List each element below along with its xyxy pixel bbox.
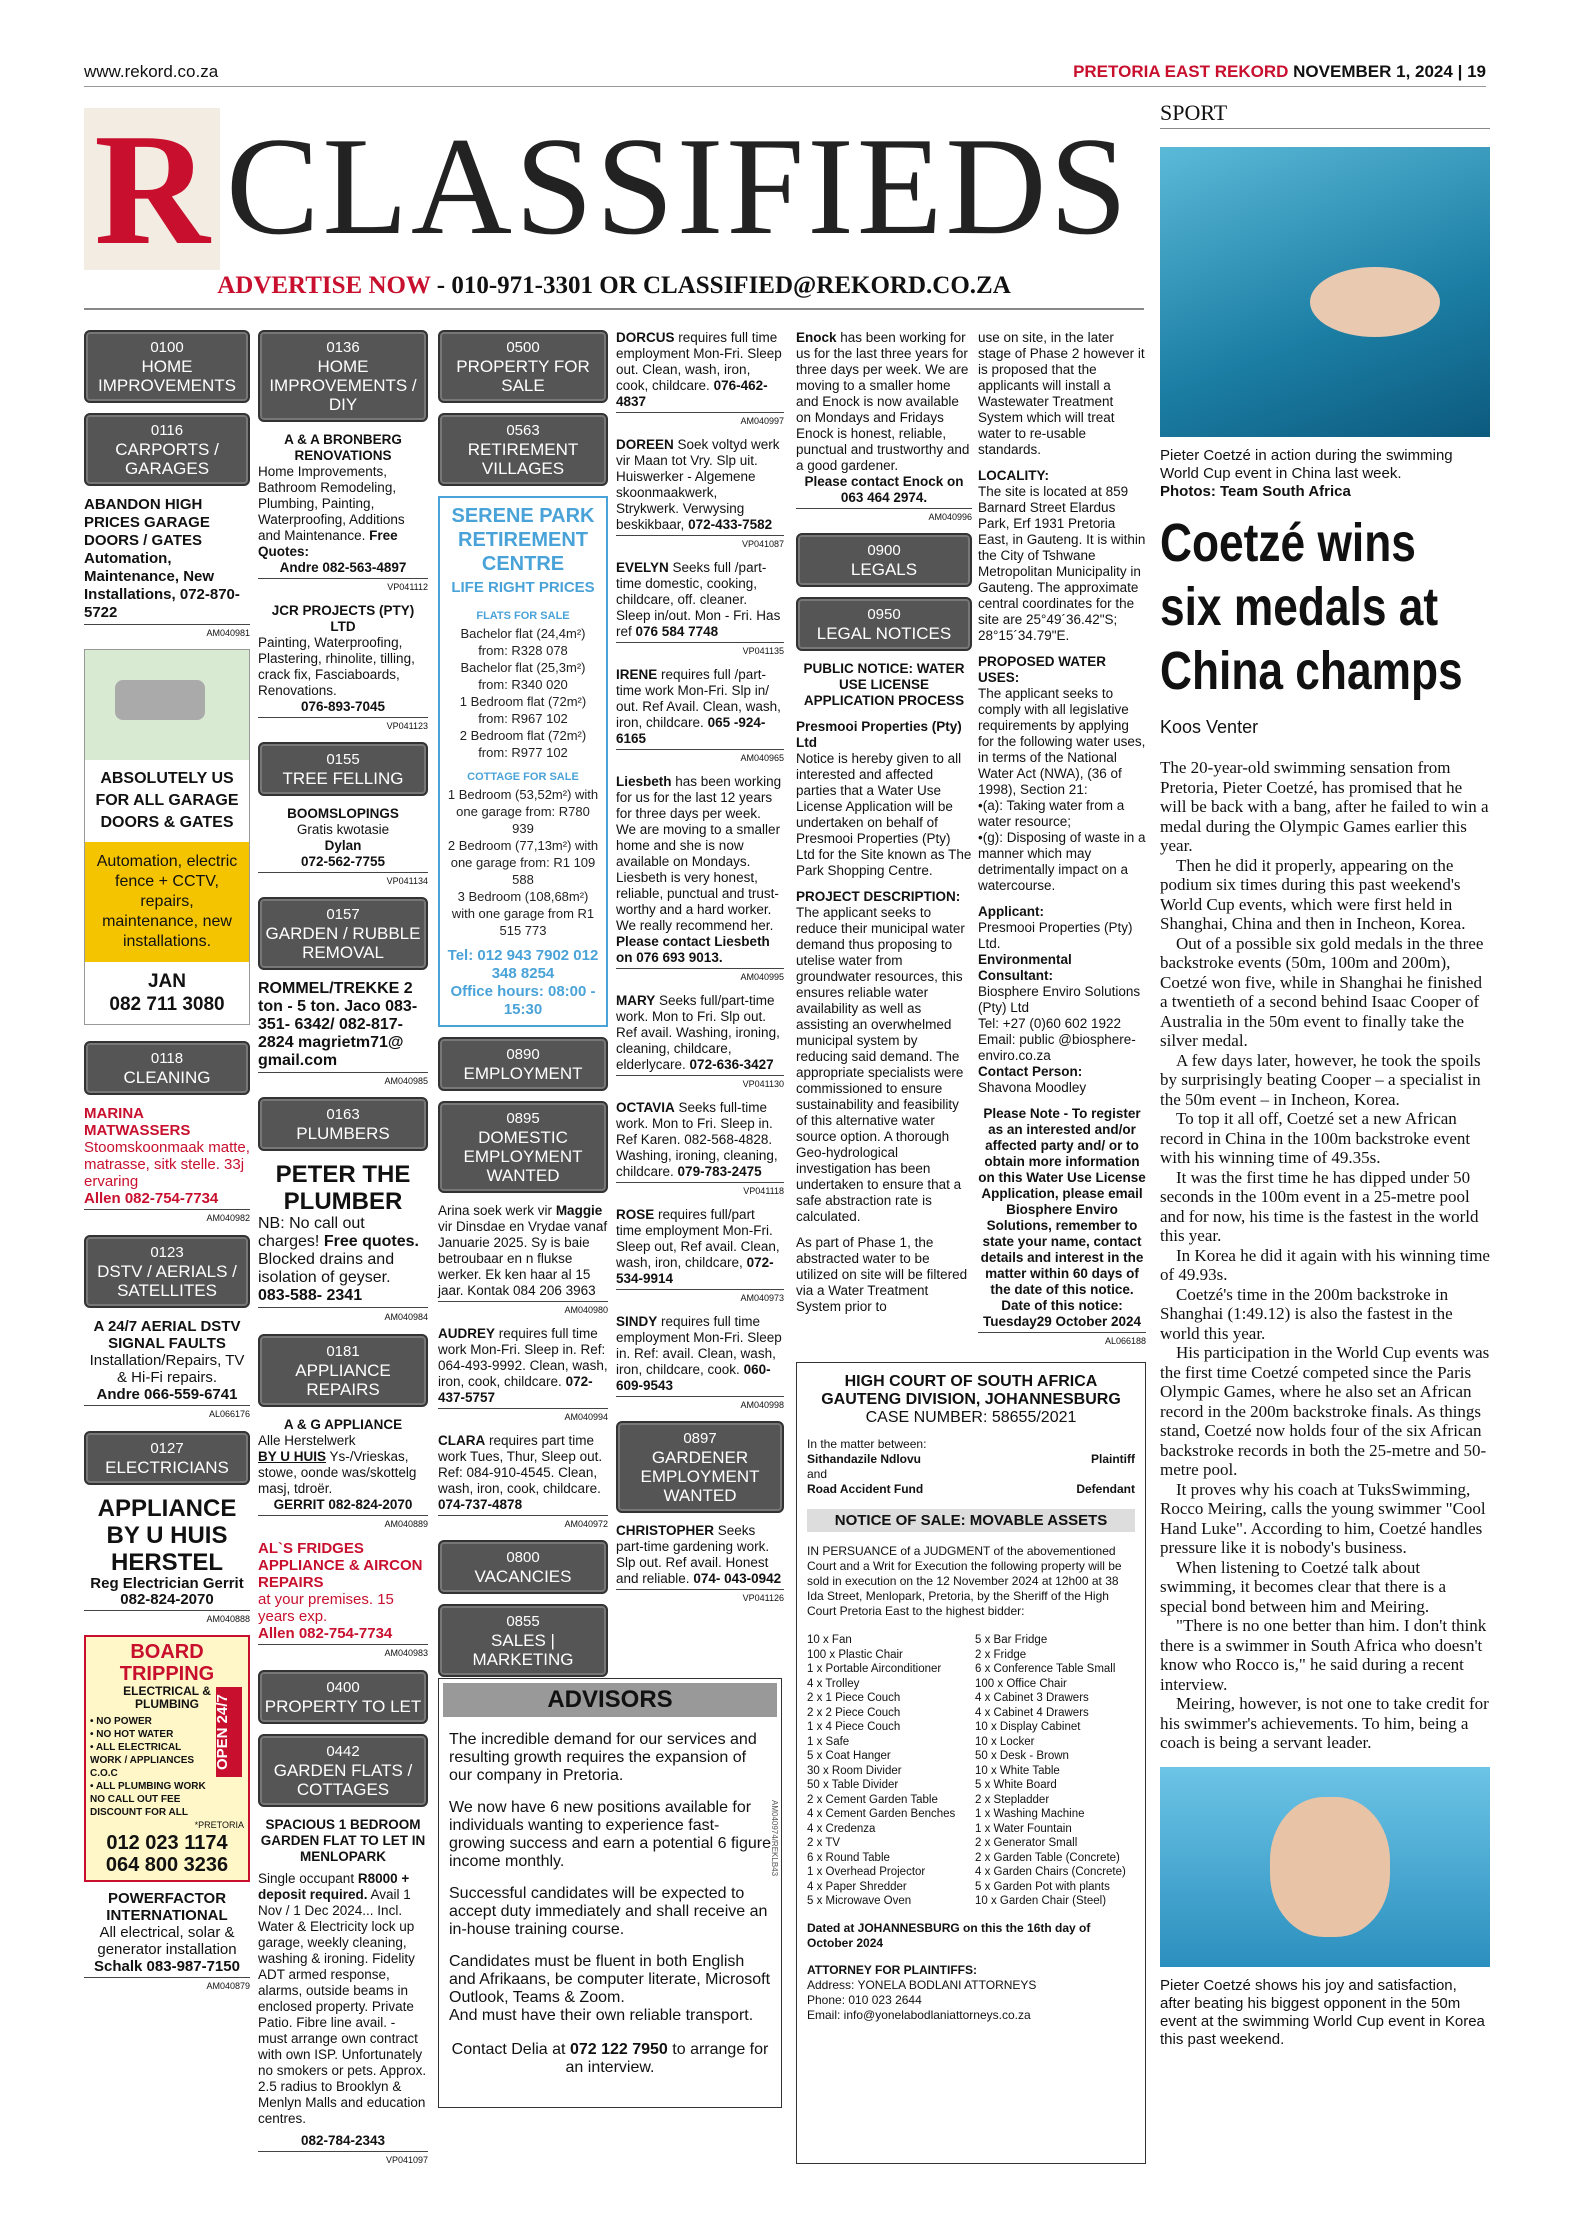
board-item: • NO HOT WATER <box>90 1729 174 1740</box>
sale-item: 10 x Garden Chair (Steel) <box>975 1895 1107 1907</box>
classified-ad: ROMMEL/TREKKE 2 ton - 5 ton. Jaco 083-351- 6342/ 082-817-2824 magrietm71@ gmail.com AM040985 <box>258 980 428 1089</box>
sale-item: 1 x 4 Piece Couch <box>807 1721 901 1733</box>
sale-item: 10 x Fan <box>807 1634 852 1646</box>
court-notice: HIGH COURT OF SOUTH AFRICA GAUTENG DIVISION, JOHANNESBURG CASE NUMBER: 58655/2021 In the matter between: Sithandazile Ndlovu Plaintiff and Road Accident Fund Defendant NOTICE OF SALE: MOVABLE ASSETS IN PERSUANCE of a JUDGMENT of the abovementioned Court and a Writ for Execution the following property will be sold in execution on the 12 November 2024 at 12h00 at 38 Ida Street, Menlopark, Pretoria, by the Sheriff of the High Court Pretoria East to the highest bidder: 10 x Fan 5 x Bar Fridge 100 x Plastic Chair 2 x Fridge 1 x Portable Airconditioner 6 x Conference Table Small 4 x Trolley 100 x Office Chair 2 x 1 Piece Couch 4 x Cabinet 3 Drawers 2 x 2 Piece Couch 4 x Cabinet 4 Drawers 1 x 4 Piece Couch 10 x Display Cabinet 1 x Safe 10 x Locker 5 x Coat Hanger 50 x Desk - Brown 30 x Room Divider 10 x White Table 50 x Table Divider 5 x White Board 2 x Cement Garden Table 2 x Stepladder 4 x Cement Garden Benches 1 x Washing Machine 4 x Credenza 1 x Water Fountain 2 x TV 2 x Generator Small 6 x Round Table 2 x Garden Table (Concrete) 1 x Overhead Projector 4 x Garden Chairs (Concrete) 4 x Paper Shredder 5 x Garden Pot with plants 5 x Microwave Oven 10 x Garden Chair (Steel) Dated at JOHANNESBURG on this the 16th day of October 2024 ATTORNEY FOR PLAINTIFFS: Address: YONELA BODLANI ATTORNEYS Phone: 010 023 2644 Email: info@yonelabodlaniattorneys.co.za <box>796 1362 1146 2164</box>
ad-phone: 076 584 7748 <box>635 624 719 639</box>
advisors-ref: AM040974/REKLB43 <box>770 1800 779 1877</box>
advertise-contact: - 010-971-3301 OR CLASSIFIED@REKORD.CO.ZA <box>430 272 1011 299</box>
category-0127: 0127 ELECTRICIANS <box>84 1431 250 1485</box>
ad-ref: VP041130 <box>616 1075 784 1092</box>
classified-ad: A & G APPLIANCE Alle Herstelwerk BY U HUIS Ys-/Vrieskas, stowe, oonde was/skottelg masj, tdroër. GERRIT 082-824-2070 AM040889 <box>258 1417 428 1532</box>
sale-item: 10 x White Table <box>975 1764 1060 1777</box>
serene-park-ad: SERENE PARK RETIREMENT CENTRE LIFE RIGHT PRICES FLATS FOR SALE Bachelor flat (24,4m²) from: R328 078 Bachelor flat (25,3m²) from: R340 020 1 Bedroom flat (72m²) from: R967 102 2 Bedroom flat (72m²) from: R977 102 COTTAGE FOR SALE 1 Bedroom (53,52m²) with one garage from: R780 939 2 Bedroom (77,13m²) with one garage from: R1 109 588 3 Bedroom (108,68m²) with one garage from R1 515 773 Tel: 012 943 7902 012 348 8254 Office hours: 08:00 - 15:30 <box>438 496 608 1027</box>
sale-item: 1 x Washing Machine <box>975 1808 1085 1820</box>
sale-item: 4 x Cabinet 3 Drawers <box>975 1692 1089 1704</box>
classified-column-1 <box>84 330 250 2003</box>
ad-name: OCTAVIA <box>616 1100 675 1115</box>
classifieds-masthead <box>84 100 1144 278</box>
sale-item: 5 x Bar Fridge <box>975 1634 1048 1646</box>
ad-name: DOREEN <box>616 437 674 452</box>
ad-ref: AM040973 <box>616 1289 784 1306</box>
article-paragraph: It proves why his coach at TuksSwimming, Rocco Meiring, calls the young swimmer "Cool Hand Luke". According to him, Coetzé handles pressure like it is nobody's business. <box>1160 1479 1486 1557</box>
sale-item: 6 x Conference Table Small <box>975 1663 1116 1675</box>
website-url: www.rekord.co.za <box>84 62 219 81</box>
flat-price: 1 Bedroom flat (72m²) from: R967 102 <box>459 694 587 726</box>
category-0800: 0800 VACANCIES <box>438 1540 608 1594</box>
water-use-notice-cont: use on site, in the later stage of Phase 2 however it is proposed that the applicants will install a Wastewater Treatment System which will treat water to re-usable standards. LOCALITY: The site is located at 859 Barnard Street Elardus Park, Erf 1931 Pretoria East, in Gauteng. It is within the City of Tshwane Metropolitan Municipality in Gauteng. The approximate central coordinates for the site are 25°49´36.42"S; 28°15´34.79"E. PROPOSED WATER USES: The applicant seeks to comply with all legislative requirements by applying for the following water uses, in terms of the National Water Act (NWA), (36 of 1998), Section 21: •(a): Taking water from a water resource; •(g): Disposing of waste in a manner which may detrimentally impact on a watercourse. Applicant: Presmooi Properties (Pty) Ltd. Environmental Consultant: Biosphere Enviro Solutions (Pty) Ltd Tel: +27 (0)60 602 1922 Email: public @biosphere-enviro.co.za Contact Person: Shavona Moodley Please Note - To register as an interested and/or affected party and/ or to obtain more information on this Water Use License Application, please email Biosphere Enviro Solutions, remember to state your name, contact details and interest in the matter within 60 days of the date of this notice. Date of this notice: Tuesday29 October 2024 AL066188 <box>978 330 1146 1349</box>
ad-body: Seeks full /part-time domestic, cooking, childcare, off. cleaner. Sleep in/out. Mon - Fri. Has ref <box>616 560 781 639</box>
article-byline: Koos Venter <box>1160 717 1259 737</box>
ad-body: requires full/part time employment Mon-Fri. Sleep out, Ref avail. Clean, wash, iron, childcare, <box>616 1207 780 1270</box>
article-paragraph: When listening to Coetzé talk about swimming, it becomes clear that there is a special bond between him and Meiring. <box>1160 1557 1447 1616</box>
header-separator: | <box>1457 62 1463 81</box>
classified-ad: AUDREY requires full time work Mon-Fri. Sleep in. Ref: 064-493-9992. Clean, wash, iron, cook, childcare. 072-437-5757 AM040994 <box>438 1326 608 1425</box>
classified-ad: APPLIANCE BY U HUIS HERSTEL Reg Electrician Gerrit 082-824-2070 AM040888 <box>84 1495 250 1627</box>
masthead-letter: R <box>84 108 220 270</box>
category-0890: 0890 EMPLOYMENT <box>438 1037 608 1091</box>
category-0442: 0442 GARDEN FLATS / COTTAGES <box>258 1734 428 1807</box>
article-paragraph: Out of a possible six gold medals in the three backstroke events (50m, 100m and 200m), Coetzé won five, while in Shanghai he finished a twentieth of a second behind Isaac Cooper of Australia in the 50m event to finally take the silver medal. <box>1160 933 1484 1050</box>
classified-ad: A & A BRONBERG RENOVATIONS Home Improvements, Bathroom Remodeling, Plumbing, Painting, Waterproofing, Additions and Maintenance. Free Quotes: Andre 082-563-4897 VP041112 <box>258 432 428 595</box>
classified-ad: CLARA requires part time work Tues, Thur, Sleep out. Ref: 084-910-4545. Clean, wash, iron, cook, childcare. 074-737-4878 AM040972 <box>438 1433 608 1532</box>
publication-name: PRETORIA EAST REKORD <box>1073 62 1289 81</box>
category-0181: 0181 APPLIANCE REPAIRS <box>258 1334 428 1407</box>
classified-ad: MARINA MATWASSERS Stoomskoonmaak matte, matrasse, sitk stelle. 33j ervaring Allen 082-754-7734 AM040982 <box>84 1105 250 1227</box>
category-0163: 0163 PLUMBERS <box>258 1097 428 1151</box>
sale-item: 4 x Cabinet 4 Drawers <box>975 1706 1089 1719</box>
ad-body: has been working for us for the last 12 years for three days per week. We are moving to a smaller home and she is now available on Mondays. Liesbeth is very honest, reliable, punctual and trust-worthy and a hard worker. We really recommend her. <box>616 774 782 933</box>
article-paragraph: It was the first time he has dipped under 50 seconds in the 100m event in a 25-metre pool and for now, his time is the fastest in the world this year. <box>1160 1167 1479 1245</box>
sport-label: SPORT <box>1160 100 1490 129</box>
sale-item: 2 x Fridge <box>975 1648 1027 1661</box>
ad-name: DORCUS <box>616 330 675 345</box>
sale-item: 5 x Coat Hanger <box>807 1750 891 1762</box>
cottage-price: 2 Bedroom (77,13m²) with one garage from: R1 109 588 <box>447 838 599 887</box>
notice-of-sale-title: NOTICE OF SALE: MOVABLE ASSETS <box>807 1509 1135 1532</box>
ad-ref: AM040965 <box>616 749 784 766</box>
sale-item: 2 x 1 Piece Couch <box>807 1692 901 1704</box>
ad-name: ROSE <box>616 1207 655 1222</box>
ad-name: EVELYN <box>616 560 669 575</box>
ad-body: Seeks full/part-time work. Mon to Fri. Slp out. Ref avail. Washing, ironing, cleaning, childcare, elderlycare. <box>616 993 780 1072</box>
ad-ref: AM040998 <box>616 1396 784 1413</box>
ad-body: requires full time employment Mon-Fri. Sleep in. Ref: avail. Clean, wash, iron, childcare, cook. <box>616 1314 782 1377</box>
sale-item: 4 x Paper Shredder <box>807 1880 907 1893</box>
classified-ad <box>616 437 784 552</box>
category-0100: 0100 HOME IMPROVEMENTS <box>84 330 250 403</box>
ad-phone: 079-783-2475 <box>677 1164 762 1179</box>
classified-ad: Enock has been working for us for the last three years for three days per week. We are moving to a smaller home and Enock is now available on Mondays and Fridays Enock is honest, reliable, punctual and trustworthy and a good gardener. Please contact Enock on 063 464 2974. AM040996 <box>796 330 972 525</box>
sale-item: 5 x Garden Pot with plants <box>975 1880 1110 1893</box>
sale-item: 2 x Stepladder <box>975 1793 1050 1806</box>
open-24-7-badge: OPEN 24/7 <box>216 1687 242 1777</box>
flat-price: Bachelor flat (25,3m²) from: R340 020 <box>460 660 586 692</box>
classified-ad <box>616 1100 784 1199</box>
ad-phone: 060-609-9543 <box>616 1362 771 1393</box>
article-paragraph: "There is no one better than him. I don't think there is a swimmer in South Africa who doesn't know who Rocco is," he said during a recent interview. <box>1160 1616 1487 1694</box>
sale-item: 10 x Locker <box>975 1735 1035 1748</box>
article-paragraph: His participation in the World Cup events was the first time Coetzé competed since the Paris Olympic Games, where he also set an African record in the 200m backstroke finals. As things stand, Coetzé now holds four of the six African backstroke records in both the 25-metre and 50-metre pool. <box>1160 1343 1490 1479</box>
ad-body: requires full /part-time work Mon-Fri. Slp in/ out. Ref Avail. Clean, wash, iron, childcare. <box>616 667 781 730</box>
board-tripping-ad: BOARD TRIPPING ELECTRICAL & PLUMBING • NO POWER • NO HOT WATER • ALL ELECTRICAL WORK / APPLIANCES C.O.C • ALL PLUMBING WORK NO CALL OUT FEE DISCOUNT FOR ALL OPEN 24/7 *PRETORIA 012 023 1174 064 800 3236 <box>84 1635 250 1882</box>
swimmer-photo <box>1160 147 1490 437</box>
page-number: 19 <box>1467 62 1486 81</box>
sale-item: 2 x Cement Garden Table <box>807 1793 938 1806</box>
category-0157: 0157 GARDEN / RUBBLE REMOVAL <box>258 897 428 970</box>
ad-name: MARY <box>616 993 656 1008</box>
classified-column-2 <box>258 330 428 2176</box>
category-0123: 0123 DSTV / AERIALS / SATELLITES <box>84 1235 250 1308</box>
article-paragraph: The 20-year-old swimming sensation from Pretoria, Pieter Coetzé, has promised that he will be back with a bang, after he failed to win a medal during the Olympic Games earlier this year. <box>1160 758 1489 855</box>
sale-item: 1 x Portable Airconditioner <box>807 1663 942 1675</box>
cottage-price: 1 Bedroom (53,52m²) with one garage from: R780 939 <box>447 787 599 836</box>
sale-item: 2 x Generator Small <box>975 1837 1078 1849</box>
sale-item: 50 x Desk - Brown <box>975 1750 1069 1762</box>
cctv-camera-image <box>85 650 249 760</box>
ad-ref: AM040997 <box>616 412 784 429</box>
cottage-price: 3 Bedroom (108,68m²) with one garage from R1 515 773 <box>451 889 595 938</box>
category-0155: 0155 TREE FELLING <box>258 742 428 796</box>
classified-ad: SPACIOUS 1 BEDROOM GARDEN FLAT TO LET IN MENLOPARK Single occupant R8000 + deposit required. Avail 1 Nov / 1 Dec 2024... Incl. Water & Electricity lock up garage, weekly cleaning, washing & ironing. Fidelity ADT armed response, alarms, outside beams in enclosed property. Private Patio. Fibre line avail. - must arrange own contract with own ISP. Unfortunately no smokers or pets. Approx. 2.5 radius to Brooklyn & Menlyn Malls and education centres. 082-784-2343 VP041097 <box>258 1817 428 2168</box>
classified-ad <box>616 774 784 985</box>
ad-ref: VP041118 <box>616 1182 784 1199</box>
ad-name: IRENE <box>616 667 658 682</box>
ad-phone: 072-433-7582 <box>688 517 773 532</box>
classified-ad <box>616 330 784 429</box>
ad-body: Soek voltyd werk vir Maan tot Vry. Slp uit. Huiswerker - Algemene skoonmaakwerk, Strykwerk. Verwysing beskikbaar, <box>616 437 780 532</box>
classified-ad: A 24/7 AERIAL DSTV SIGNAL FAULTS Installation/Repairs, TV & Hi-Fi repairs. Andre 066-559-6741 AL066176 <box>84 1318 250 1423</box>
sale-item: 2 x TV <box>807 1837 841 1849</box>
issue-date: NOVEMBER 1, 2024 <box>1293 62 1453 81</box>
ad-phone: 072-534-9914 <box>616 1255 774 1286</box>
classified-ad <box>616 1207 784 1306</box>
header-rule <box>84 86 1486 87</box>
category-0136: 0136 HOME IMPROVEMENTS / DIY <box>258 330 428 422</box>
classified-ad: Arina soek werk vir Maggie vir Dinsdae en Vrydae vanaf Januarie 2025. Sy is baie betroubaar en n flukse werker. Ek ken haar al 15 jaar. Kontak 084 206 3963 AM040980 <box>438 1203 608 1318</box>
classified-ad: PETER THE PLUMBER NB: No call out charges! Free quotes. Blocked drains and isolation of geyser. 083-588- 2341 AM040984 <box>258 1161 428 1326</box>
ad-body: Seeks full-time work. Mon to Fri. Sleep in. Ref Karen. 082-568-4828. Washing, ironing, cleaning, childcare. <box>616 1100 778 1179</box>
category-0118: 0118 CLEANING <box>84 1041 250 1095</box>
sale-item: 10 x Display Cabinet <box>975 1721 1081 1733</box>
sale-item: 4 x Credenza <box>807 1822 876 1835</box>
category-0855: 0855 SALES | MARKETING <box>438 1604 608 1677</box>
board-item: • ALL ELECTRICAL WORK / APPLIANCES <box>90 1742 195 1766</box>
swimmer-celebration-photo <box>1160 1767 1490 1967</box>
water-use-notice: PUBLIC NOTICE: WATER USE LICENSE APPLICATION PROCESS Presmooi Properties (Pty) Ltd Notice is hereby given to all interested and affected parties that a Water Use License Application will be undertaken on behalf of Presmooi Properties (Pty) Ltd for the Site known as The Park Shopping Centre. PROJECT DESCRIPTION: The applicant seeks to reduce their municipal water demand thus proposing to utelise water from groundwater resources, this ensures reliable water availability as well as assisting an overwhelmed municipal system by reducing said demand. The appropriate specialists were commissioned to ensure sustainability and feasibility of this alternative water source option. A thorough Geo-hydrological investigation has been undertaken to ensure that a safe abstraction rate is calculated. As part of Phase 1, the abstracted water to be utilized on site will be filtered via a Water Treatment System prior to <box>796 661 972 1314</box>
sale-item: 100 x Plastic Chair <box>807 1648 903 1661</box>
board-item: • ALL PLUMBING WORK <box>90 1781 206 1792</box>
ad-phone: 072-636-3427 <box>689 1057 774 1072</box>
category-0116: 0116 CARPORTS / GARAGES <box>84 413 250 486</box>
sport-article <box>1160 100 1490 2049</box>
ad-ref: VP041135 <box>616 642 784 659</box>
classified-column-5 <box>796 330 972 1323</box>
classified-ad: AL`S FRIDGES APPLIANCE & AIRCON REPAIRS at your premises. 15 years exp. Allen 082-754-7734 AM040983 <box>258 1540 428 1662</box>
advertise-rule <box>84 308 1144 310</box>
classified-ad <box>616 667 784 766</box>
sale-item: 4 x Cement Garden Benches <box>807 1808 956 1820</box>
article-paragraph: In Korea he did it again with his winning time of 49.93s. <box>1160 1245 1490 1284</box>
category-0897: 0897 GARDENER EMPLOYMENT WANTED <box>616 1421 784 1513</box>
sale-item: 5 x Microwave Oven <box>807 1895 912 1907</box>
photo-caption: Pieter Coetzé in action during the swimming World Cup event in China last week. Photos: Team South Africa <box>1160 447 1453 500</box>
sale-item: 1 x Safe <box>807 1735 850 1748</box>
article-paragraph: Meiring, however, is not one to take credit for his swimmer's achievements. To him, being a coach is being a servant leader. <box>1160 1694 1489 1752</box>
ad-phone: 065 -924-6165 <box>616 715 766 746</box>
sale-item: 1 x Overhead Projector <box>807 1866 926 1878</box>
classified-ad: BOOMSLOPINGS Gratis kwotasie Dylan 072-562-7755 VP041134 <box>258 806 428 889</box>
classified-ad: POWERFACTOR INTERNATIONAL All electrical, solar & generator installation Schalk 083-987-7150 AM040879 <box>84 1890 250 1995</box>
classified-ad: CHRISTOPHER Seeks part-time gardening work. Slp out. Ref avail. Honest and reliable. 074- 043-0942 VP041126 <box>616 1523 784 1606</box>
ad-ref: VP041087 <box>616 535 784 552</box>
sale-item: 2 x Garden Table (Concrete) <box>975 1851 1120 1864</box>
classified-ad: JCR PROJECTS (PTY) LTD Painting, Waterproofing, Plastering, rhinolite, tilling, crack fix, Fasciaboards, Renovations. 076-893-7045 VP041123 <box>258 603 428 734</box>
board-item: NO CALL OUT FEE <box>90 1794 181 1805</box>
ad-ref: AM040995 <box>616 968 784 985</box>
ad-name: Liesbeth <box>616 774 672 789</box>
sale-item: 4 x Trolley <box>807 1677 860 1690</box>
flat-price: Bachelor flat (24,4m²) from: R328 078 <box>460 626 586 658</box>
classified-column-4 <box>616 330 784 1614</box>
sale-item: 6 x Round Table <box>807 1851 890 1864</box>
classified-ad <box>616 1314 784 1413</box>
board-item: DISCOUNT FOR ALL <box>90 1807 188 1818</box>
category-0563: 0563 RETIREMENT VILLAGES <box>438 413 608 486</box>
sale-item: 5 x White Board <box>975 1779 1057 1791</box>
masthead-word: CLASSIFIEDS <box>226 109 1131 264</box>
classified-column-6 <box>978 330 1146 1357</box>
photo-caption-2: Pieter Coetzé shows his joy and satisfaction, after beating his biggest opponent in the 50m event at the swimming World Cup event in Korea this past weekend. <box>1160 1976 1485 2048</box>
board-item: C.O.C <box>90 1768 118 1779</box>
article-paragraph: A few days later, however, he took the spoils by surprisingly beating Cooper – a specialist in the 50m event – in Incheon, Korea. <box>1160 1050 1481 1109</box>
ad-phone: Please contact Liesbeth on 076 693 9013. <box>616 934 770 965</box>
classified-ad: ABANDON HIGH PRICES GARAGE DOORS / GATES Automation, Maintenance, New Installations, 072-870-5722 AM040981 <box>84 496 250 641</box>
flat-price: 2 Bedroom flat (72m²) from: R977 102 <box>459 728 587 760</box>
classified-column-3 <box>438 330 608 1687</box>
category-0400: 0400 PROPERTY TO LET <box>258 1670 428 1724</box>
advertise-lead: ADVERTISE NOW <box>217 272 431 299</box>
article-paragraph: Then he did it properly, appearing on the podium six times during this past weekend's World Cup events, which were first held in Shanghai, China and then in Incheon, Korea. <box>1160 855 1466 933</box>
advisors-ad: ADVISORS The incredible demand for our services and resulting growth requires the expansion of our company in Pretoria. We now have 6 new positions available for individuals wanting to experience fast-growing success and earn a potential 6 figure income monthly. Successful candidates will be expected to accept duty immediately and shall receive an in-house training course. Candidates must be fluent in both English and Afrikaans, be computer literate, Microsoft Outlook, Teams & Zoom. And must have their own reliable transport. Contact Delia at 072 122 7950 to arrange for an interview. <box>438 1678 782 2108</box>
sale-item: 1 x Water Fountain <box>975 1822 1072 1835</box>
sale-item: 4 x Garden Chairs (Concrete) <box>975 1866 1126 1878</box>
sale-item: 2 x 2 Piece Couch <box>807 1706 901 1719</box>
ad-body: requires full time employment Mon-Fri. Sleep out. Clean, wash, iron, cook, childcare. <box>616 330 782 393</box>
article-headline: Coetzé wins six medals at China champs <box>1160 513 1463 701</box>
ad-phone: 076-462-4837 <box>616 378 768 409</box>
sale-item: 50 x Table Divider <box>807 1779 899 1791</box>
category-0950: 0950 LEGAL NOTICES <box>796 597 972 651</box>
publication-header <box>1073 62 1486 82</box>
classified-ad <box>616 993 784 1092</box>
sale-item: 100 x Office Chair <box>975 1677 1067 1690</box>
board-item: • NO POWER <box>90 1716 152 1727</box>
category-0500: 0500 PROPERTY FOR SALE <box>438 330 608 403</box>
advertise-banner <box>84 272 1144 300</box>
category-0900: 0900 LEGALS <box>796 533 972 587</box>
advisors-title: ADVISORS <box>443 1683 777 1717</box>
classified-ad <box>616 560 784 659</box>
article-paragraph: To top it all off, Coetzé set a new African record in China in the 100m backstroke event with his winning time of 49.35s. <box>1160 1109 1471 1167</box>
sale-item: 30 x Room Divider <box>807 1764 902 1777</box>
article-body <box>1160 758 1490 1753</box>
ad-name: SINDY <box>616 1314 658 1329</box>
article-paragraph: Coetzé's time in the 200m backstroke in Shanghai (1:49.12) is also the fastest in the world this year. <box>1160 1284 1453 1343</box>
category-0895: 0895 DOMESTIC EMPLOYMENT WANTED <box>438 1101 608 1193</box>
garage-doors-ad: ABSOLUTELY US FOR ALL GARAGE DOORS & GATES Automation, electric fence + CCTV, repairs, maintenance, new installations. JAN 082 711 3080 <box>84 649 250 1025</box>
